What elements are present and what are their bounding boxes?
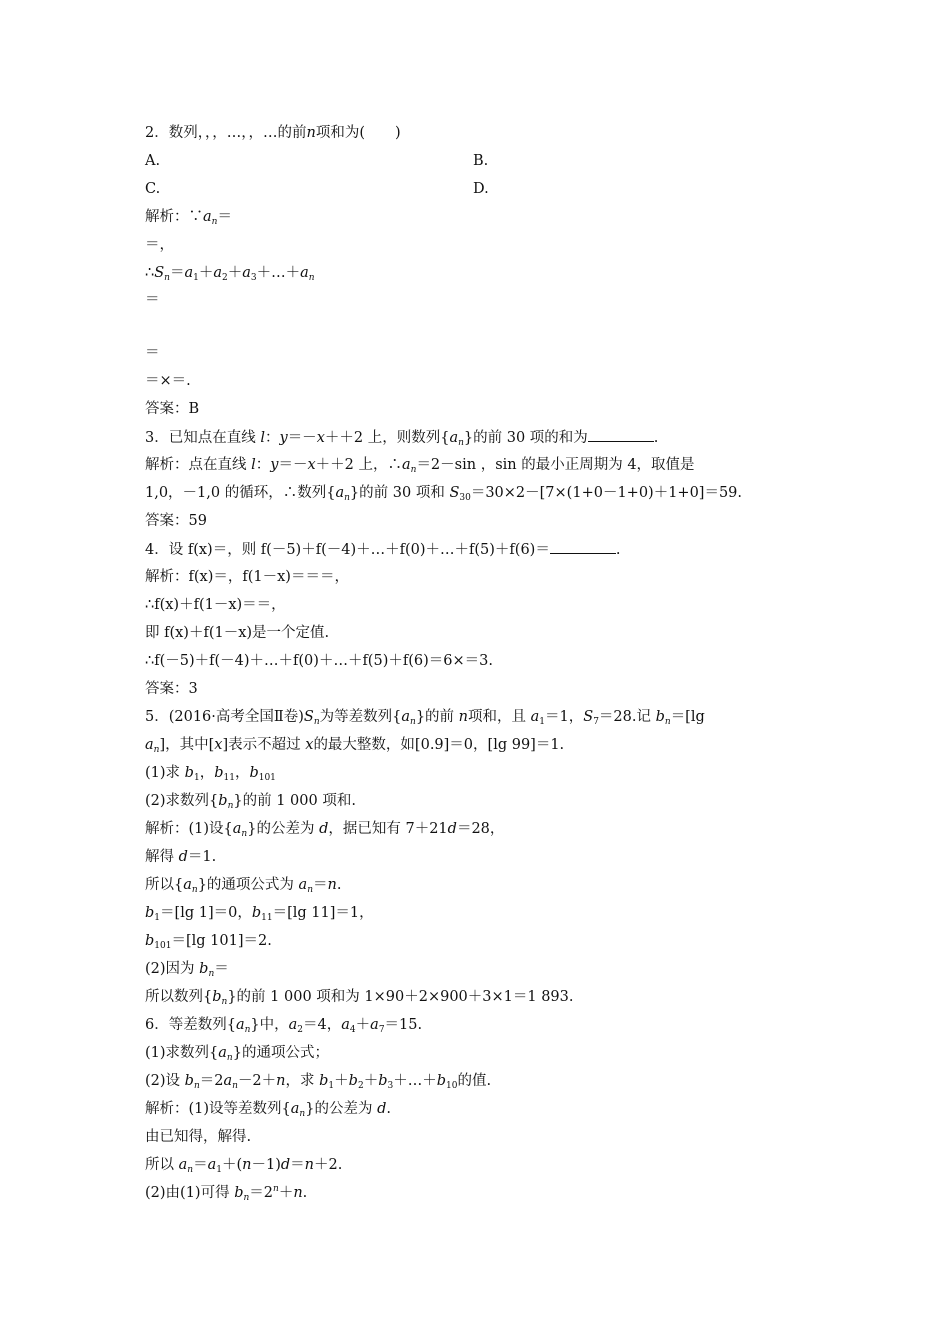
q3-answer: 答案：59 [145,513,207,529]
q5-solution-line: 解得 d＝1. [145,849,217,865]
q2-solution-line: ＝×＝. [145,373,191,389]
q2-option-b: B. [473,153,489,169]
q5-stem: $a_n$]，其中[x]表示不超过 x的最大整数，如[0.9]＝0，[lg 99]＝1. [145,737,565,755]
q5-solution-line: 解析：(1)设$\{a_n\}$的公差为 d，据已知有 7＋21d＝28， [145,821,505,839]
q3-solution-line: 解析：点在直线 l：y＝－x＋＋2 上，$\therefore a_n=2-\sin$ ，sin 的最小正周期为 4，取值是 [145,457,695,475]
q2-solution-line: ＝ [145,345,160,361]
q2-option-c: C. [145,181,161,197]
q5-part-2: (2)求数列$\{b_n\}$的前 1 000 项和. [145,793,356,811]
q4-solution-line: ∴f(x)＋f(1－x)＝＝， [145,597,286,613]
q5-solution-line: $b_{101}=[\lg$ 101]＝2. [145,933,272,951]
q3-stem: 3．已知点在直线 l：y＝－x＋＋2 上，则数列$\{a_n\}$的前 30 项的和为 . [145,427,658,447]
q6-solution-line: (2)由(1)可得 $b_n=2^n+n$. [145,1184,308,1203]
q2-solution-line: $\therefore S_n=a_1+a_2+a_3+\dots+a_n$ [145,265,315,283]
q6-solution-line: 由已知得，解得. [145,1129,252,1145]
q6-part-1: (1)求数列$\{a_n\}$的通项公式； [145,1045,329,1063]
q2-solution-line: ＝ [145,292,160,308]
q5-part-1: (1)求 $b_1$，$b_{11}$，$b_{101}$ [145,765,276,783]
q5-solution-line: 所以数列$\{b_n\}$的前 1 000 项和为 1×90＋2×900＋3×1＝1 893. [145,989,574,1007]
q4-solution-line: ∴f(－5)＋f(－4)＋…＋f(0)＋…＋f(5)＋f(6)＝6×＝3. [145,653,493,669]
q4-solution-line: 解析：f(x)＝，f(1－x)＝＝＝， [145,569,349,585]
q2-solution-line: ＝， [145,237,174,253]
q2-answer: 答案：B [145,401,200,417]
q5-solution-line: 所以$\{a_n\}$的通项公式为 $a_n=n$. [145,877,342,895]
q2-solution-line: 解析：$\because a_n=$ [145,209,232,227]
q2-stem: 2．数列，，，…，，…的前n项和为( ) [145,125,401,141]
q5-stem: 5．(2016·高考全国Ⅱ卷)$S_n$为等差数列$\{a_n\}$的前 n项和，且 $a_1=1$，$S_7=28$.记 $b_n=[\lg$ [145,709,705,727]
q3-solution-line: 1,0，－1,0 的循环，∴数列$\{a_n\}$的前 30 项和 $S_{30}=30\times 2-[7\times(1+0-1+0)+1+0]=59$. [145,485,743,503]
q6-solution-line: 所以 $a_n=a_1+(n-1)d=n+2$. [145,1157,343,1175]
q5-solution-line: (2)因为 $b_n=$ [145,961,229,979]
q4-answer: 答案：3 [145,681,198,697]
q6-stem: 6．等差数列$\{a_n\}$中，$a_2=4$，$a_4+a_7=15$. [145,1017,423,1035]
q4-solution-line: 即 f(x)＋f(1－x)是一个定值. [145,625,330,641]
q6-part-2: (2)设 $b_n=2a_n-2+n$，求 $b_1+b_2+b_3+\dots+b_{10}$的值. [145,1073,492,1091]
q6-solution-line: 解析：(1)设等差数列$\{a_n\}$的公差为 d. [145,1101,391,1119]
q4-stem: 4．设 f(x)＝，则 f(－5)＋f(－4)＋…＋f(0)＋…＋f(5)＋f(6)＝ . [145,539,620,559]
q2-option-d: D. [473,181,489,197]
q5-solution-line: $b_1=[\lg$ 1]＝0，$b_{11}=[\lg$ 11]＝1， [145,905,374,923]
q2-option-a: A. [145,153,161,169]
